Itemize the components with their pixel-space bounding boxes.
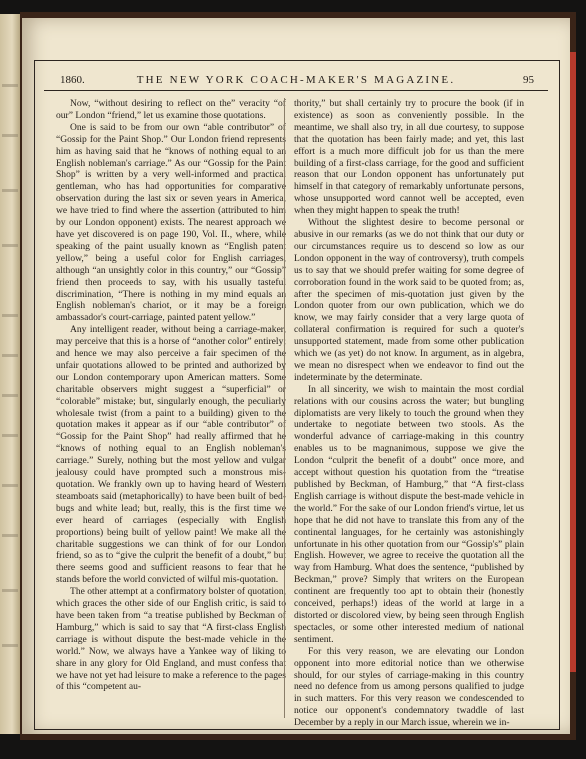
paragraph: The other attempt at a confirmatory bolster of quotation, which graces the other side of our English critic, is said to have been taken from “a treatise published by Beckman of Hamburg,” which is said to say that “A first-class English carriage is without dispute the best-made vehicle in the world.” Now, we always have a Yankee way of liking to share in any glory for Old England, and must confess that we have not yet had leisure to make a reference to the pages of this “competent au- <box>56 586 286 693</box>
red-page-edge <box>570 52 576 672</box>
paragraph: In all sincerity, we wish to maintain the most cordial relations with our cousins across the water; but bungling diplomatists are very likely to touch the ground when they undertake to negotiate between two stools. As the wonderful advance of carriage-making in this country enables us to be magnanimous, suppose we give the London “culprit the benefit of a doubt” once more, and accept without question his quotation from the “treatise published by Beckman, of Hamburg,” that “A first-class English carriage is without dispute the best-made vehicle in the world.” For the sake of our London friend's virtue, let us hope that he did not have to translate this from any of the continental languages, for he certainly was astonishingly unfortunate in his other quotation from our “Gossip's” plain English. However, we agree to receive the quotation all the way from Hamburg. What does the sentence, “published by Beckman,” prove? Simply that writers on the European continent are frequently too apt to obtain their (honestly conceived, perhaps!) ideas of the world at large in a distorted or discolored view, by being seen through English spectacles, or some other interested medium of national sentiment. <box>294 383 524 645</box>
adjacent-page-edge <box>0 14 21 734</box>
right-column <box>294 98 524 729</box>
paragraph: Now, “without desiring to reflect on the” veracity “of our” London “friend,” let us examine those quotations. <box>56 98 286 121</box>
paragraph: For this very reason, we are elevating our London opponent into more editorial notice than we otherwise should, for our styles of carriage-making in this country need no defence from us among persons qualified to judge in such matters. For this very reason we condescended to notice our opponent's condemnatory twaddle of last December by a reply in our March issue, wherein we in- <box>294 645 524 729</box>
header-year: 1860. <box>60 74 85 86</box>
page-number: 95 <box>523 74 534 86</box>
paragraph: Any intelligent reader, without being a carriage-maker, may perceive that this is a horse of “another color” entirely; and hence we may also perceive a fair specimen of the unfair quotations allowed to be printed and authorized by our London contemporary upon American matters. Some charitable observers might suggest a “superficial” or “colorable” mistake; but, singularly enough, the peculiarly wholesale twist (from a paint to a building) given to the quotation makes it appear as if our “able contributor” of “Gossip for the Paint Shop” had really affirmed that he “knows of nothing equal to an English nobleman's carriage.” Surely, nothing but the most yellow and vulgar jealousy could have prompted such a monstrous mis-quotation. We frankly own up to having heard of Western steamboats said (metaphorically) to have been built of bed-bugs and white lead; but, really, this is the first time we ever heard of carriages (especially with English proportions) being built of yellow paint! We make all the charitable suggestions we can think of for our London friend, so as to “give the culprit the benefit of a doubt,” but there seems good and sufficient reasons to fear that he stands before the world convicted of wilful mis-quotation. <box>56 324 286 586</box>
column-divider <box>284 98 285 718</box>
header-rule <box>44 90 548 91</box>
running-header <box>34 70 558 90</box>
header-title: THE NEW YORK COACH-MAKER'S MAGAZINE. <box>136 74 456 86</box>
left-column <box>56 98 286 693</box>
paragraph: One is said to be from our own “able contributor” of “Gossip for the Paint Shop.” Our London friend represents him as having said that he “knows of nothing equal to an English nobleman's carriage.” As our “Gossip for the Paint Shop” is written by a very well-informed and practical gentleman, who has had opportunities for comparative observation during the last six or seven years in America, we have tried to find where the assertion (attributed to him by our London opponent) exists. The nearest approach we have yet discovered is on page 190, Vol. II., where, while speaking of the paint usually known as “English patent yellow,” being a useful color for English carriages, although “an unsightly color in this country,” our “Gossip” friend then proceeds to say, with his usually tasteful discrimination, “There is nothing in my mind equals an English nobleman's chariot, or it may be a foreign ambassador's court-carriage, painted patent yellow.” <box>56 121 286 324</box>
paragraph: thority,” but shall certainly try to procure the book (if in existence) as soon as conveniently possible. In the meantime, we shall also try, in all due courtesy, to suppose that the quotation has been fairly made; and yet, this last effort is a much more difficult job for us than the mere building of a first-class carriage, for the good and sufficient reason that our London opponent has unfortunately put himself in that category of remarkably unfortunate persons, whose unsupported word cannot well be accepted, even when they might happen to speak the truth! <box>294 98 524 217</box>
magazine-page <box>22 18 570 734</box>
paragraph: Without the slightest desire to become personal or abusive in our remarks (as we do not think that our duty or our circumstances require us to descend so low as our London opponent in the way of controversy), truth compels us to say that we should prefer waiting for some degree of corroboration found in the work said to be quoted from; as, after the specimen of mis-quotation just given by the London quoter from our own publication, which we do know, we may fairly consider that a very large quota of collateral confirmation is required for such a quoter's unsupported statement, made from some other publication which we (as yet) do not know. In argument, as in algebra, we mean no disrespect when we endeavor to find out the indeterminate by the determinate. <box>294 217 524 383</box>
